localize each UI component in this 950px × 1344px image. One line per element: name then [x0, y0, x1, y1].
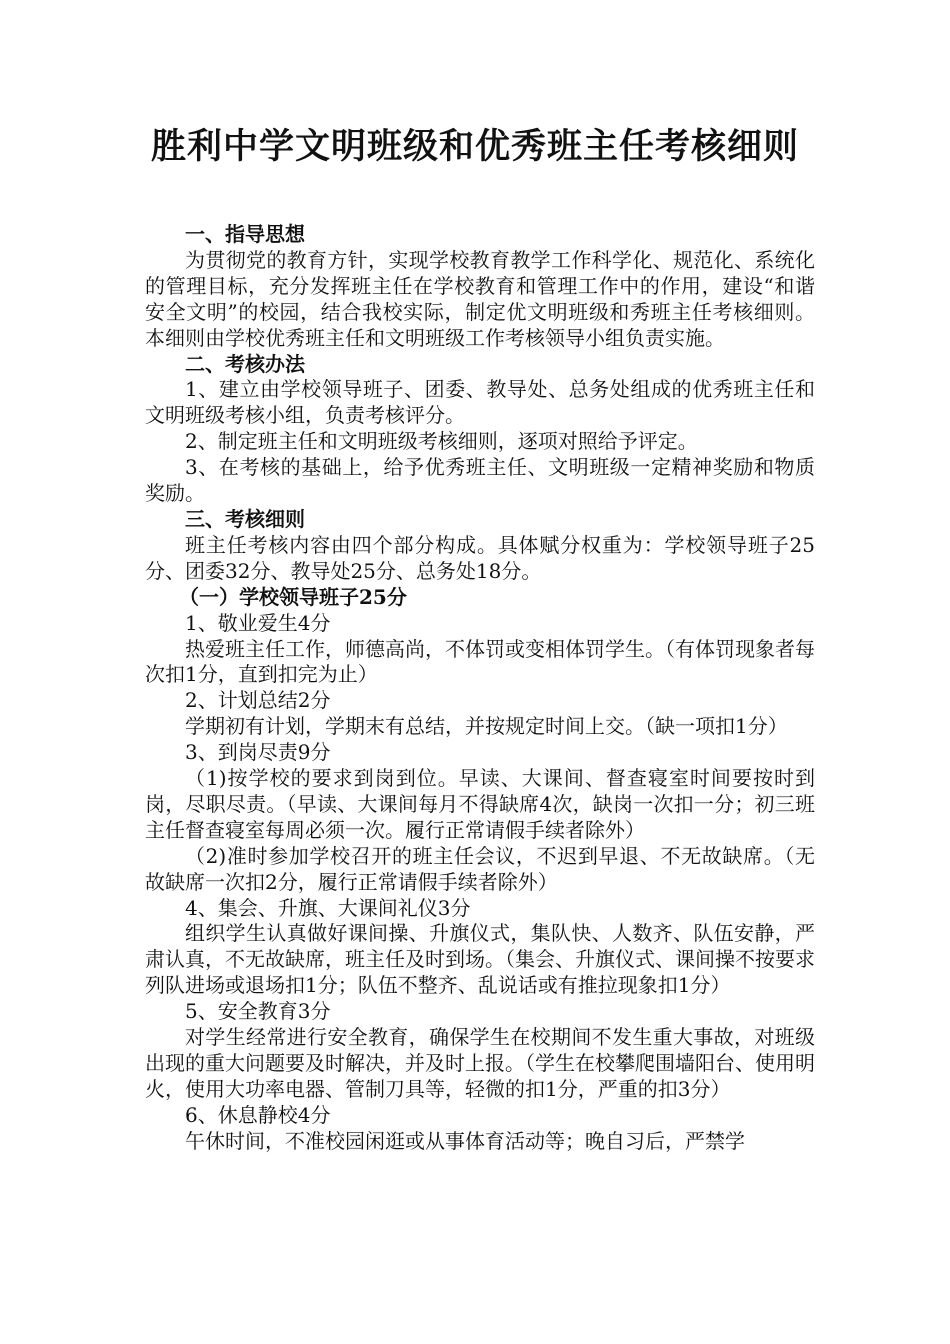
subsection-heading-leadership: （一）学校领导班子25分: [179, 584, 407, 609]
paragraph: 1、建立由学校领导班子、团委、教导处、总务处组成的优秀班主任和文明班级考核小组，负责考核评分。: [145, 377, 815, 428]
section-heading-guiding-ideology: 一、指导思想: [185, 222, 305, 246]
document-body: [145, 222, 815, 1155]
rule-item-title: 2、计划总结2分: [185, 688, 331, 713]
section-heading-assessment-method: 二、考核办法: [185, 351, 305, 376]
rule-item-detail: 组织学生认真做好课间操、升旗仪式，集队快、人数齐、队伍安静，严肃认真，不无故缺席，班主任及时到场。（集会、升旗仪式、课间操不按要求列队进场或退场扣1分；队伍不整齐、乱说话或有推拉现象扣1分）: [145, 921, 815, 998]
rule-item-detail: 学期初有计划，学期末有总结，并按规定时间上交。（缺一项扣1分）: [185, 714, 788, 739]
section-heading-assessment-rules: 三、考核细则: [185, 506, 305, 531]
paragraph: 2、制定班主任和文明班级考核细则，逐项对照给予评定。: [185, 429, 698, 454]
rule-item-detail: （2)准时参加学校召开的班主任会议，不迟到早退、不无故缺席。（无故缺席一次扣2分，履行正常请假手续者除外）: [145, 843, 815, 894]
rule-item-title: 1、敬业爱生4分: [185, 610, 331, 635]
document-title: 胜利中学文明班级和优秀班主任考核细则: [150, 126, 799, 167]
paragraph: 3、在考核的基础上，给予优秀班主任、文明班级一定精神奖励和物质奖励。: [145, 455, 815, 506]
rule-item-title: 5、安全教育3分: [185, 999, 331, 1024]
rule-item-detail: 对学生经常进行安全教育，确保学生在校期间不发生重大事故，对班级出现的重大问题要及时解决，并及时上报。（学生在校攀爬围墙阳台、使用明火，使用大功率电器、管制刀具等，轻微的扣1分，严重的扣3分）: [145, 1025, 815, 1101]
rule-item-detail: 午休时间，不准校园闲逛或从事体育活动等；晚自习后，严禁学: [185, 1128, 745, 1153]
paragraph: 班主任考核内容由四个部分构成。具体赋分权重为：学校领导班子25分、团委32分、教导处25分、总务处18分。: [145, 532, 815, 583]
rule-item-title: 3、到岗尽责9分: [185, 740, 331, 765]
rule-item-title: 6、休息静校4分: [185, 1102, 331, 1127]
rule-item-title: 4、集会、升旗、大课间礼仪3分: [185, 895, 471, 920]
rule-item-detail: （1)按学校的要求到岗到位。早读、大课间、督查寝室时间要按时到岗，尽职尽责。（早读、大课间每月不得缺席4次，缺岗一次扣一分；初三班主任督查寝室每周必须一次。履行正常请假手续者除外）: [145, 766, 815, 842]
rule-item-detail: 热爱班主任工作，师德高尚，不体罚或变相体罚学生。（有体罚现象者每次扣1分，直到扣完为止）: [145, 636, 815, 687]
paragraph: 为贯彻党的教育方针，实现学校教育教学工作科学化、规范化、系统化的管理目标，充分发挥班主任在学校教育和管理工作中的作用，建设“和谐安全文明”的校园，结合我校实际，制定优文明班级和秀班主任考核细则。本细则由学校优秀班主任和文明班级工作考核领导小组负责实施。: [145, 247, 815, 350]
